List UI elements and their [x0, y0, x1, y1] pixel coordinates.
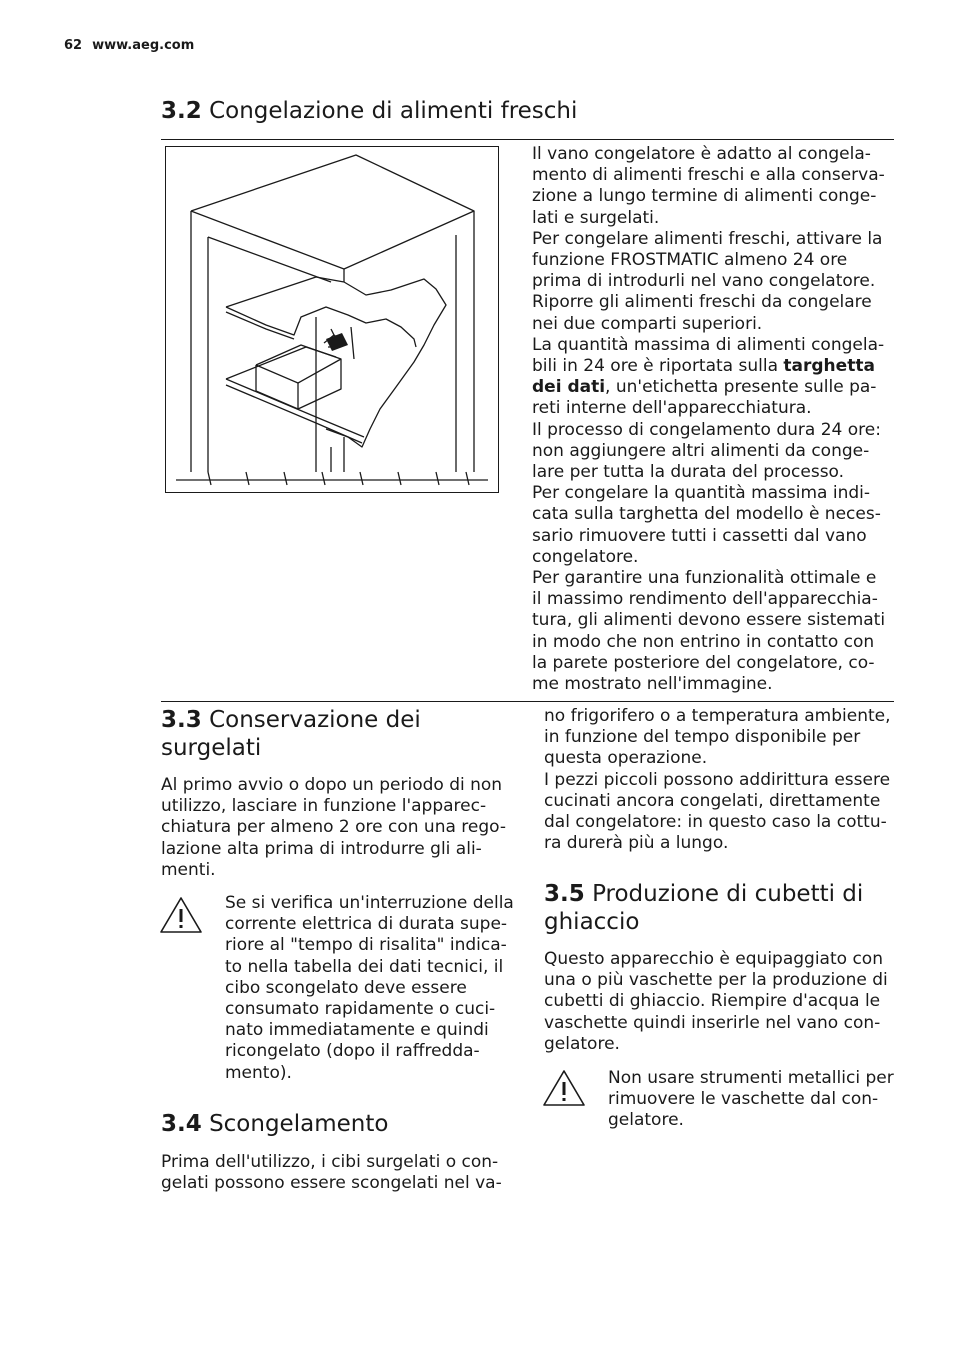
text-line: me mostrato nell'immagine. — [532, 674, 773, 695]
text-line: Riporre gli alimenti freschi da congelare — [532, 292, 872, 313]
page-header — [64, 38, 204, 53]
text-line: prima di introdurli nel vano congelatore. — [532, 271, 876, 292]
text-line: questa operazione. — [544, 748, 708, 769]
text-line: nato immediatamente e quindi — [225, 1020, 489, 1041]
text-fragment: , un'etichetta presente sulle pa- — [605, 377, 877, 398]
section-title: Produzione di cubetti di — [592, 881, 864, 907]
section-number: 3.5 — [544, 881, 585, 907]
section-3-2-body — [532, 144, 894, 695]
section-3-3-warning — [225, 893, 521, 1084]
section-title: Congelazione di alimenti freschi — [209, 98, 578, 124]
section-number: 3.3 — [161, 707, 202, 733]
text-line: congelatore. — [532, 546, 639, 567]
text-line: no frigorifero o a temperatura ambiente, — [544, 706, 891, 726]
section-title: surgelati — [161, 735, 262, 761]
text-line: I pezzi piccoli possono addirittura essere — [544, 769, 891, 790]
text-line: zione a lungo termine di alimenti conge- — [532, 186, 877, 207]
text-line: consumato rapidamente o cuci- — [225, 999, 496, 1020]
text-line: vaschette quindi inserirle nel vano con- — [544, 1012, 881, 1033]
text-line: sario rimuovere tutti i cassetti dal vano — [532, 525, 867, 546]
text-line: Per congelare alimenti freschi, attivare la — [532, 228, 883, 249]
text-line: Al primo avvio o dopo un periodo di non — [161, 775, 503, 795]
section-divider — [161, 139, 894, 140]
freezer-interior-illustration — [166, 147, 498, 492]
text-line: chiatura per almeno 2 ore con una rego- — [161, 817, 507, 838]
text-line: ra durerà più a lungo. — [544, 833, 729, 854]
text-line: una o più vaschette per la produzione di — [544, 970, 888, 991]
section-3-4-body-left — [161, 1152, 521, 1194]
section-3-5-warning — [608, 1068, 898, 1132]
text-line: Questo apparecchio è equipaggiato con — [544, 949, 883, 969]
text-line: mento di alimenti freschi e alla conserva- — [532, 165, 885, 186]
section-3-2-heading — [161, 97, 577, 125]
text-line: reti interne dell'apparecchiatura. — [532, 398, 812, 419]
text-line: Prima dell'utilizzo, i cibi surgelati o con- — [161, 1152, 499, 1172]
text-line: lare per tutta la durata del processo. — [532, 462, 845, 483]
text-line: utilizzo, lasciare in funzione l'apparec- — [161, 796, 487, 817]
text-line: funzione FROSTMATIC almeno 24 ore — [532, 250, 848, 271]
section-3-5-heading — [544, 880, 896, 936]
text-fragment: bili in 24 ore è riportata sulla — [532, 356, 784, 377]
freezer-figure — [165, 146, 499, 493]
page-number: 62 — [64, 38, 83, 53]
section-title: ghiaccio — [544, 909, 640, 935]
text-line: Il processo di congelamento dura 24 ore: — [532, 419, 881, 440]
section-3-5-body — [544, 949, 896, 1055]
text-line: rimuovere le vaschette dal con- — [608, 1089, 879, 1110]
section-title: Scongelamento — [209, 1111, 389, 1137]
text-line: Non usare strumenti metallici per — [608, 1068, 894, 1088]
section-3-4-body-right — [544, 706, 896, 854]
section-divider — [161, 701, 894, 702]
text-line: cucinati ancora congelati, direttamente — [544, 790, 881, 811]
text-line: il massimo rendimento dell'apparecchia- — [532, 589, 878, 610]
section-number: 3.2 — [161, 98, 202, 124]
warning-triangle-icon — [159, 895, 203, 935]
text-line: to nella tabella dei dati tecnici, il — [225, 956, 504, 977]
text-line: La quantità massima di alimenti congela- — [532, 334, 885, 355]
section-3-3-heading — [161, 706, 521, 762]
text-line: menti. — [161, 859, 216, 880]
section-number: 3.4 — [161, 1111, 202, 1137]
text-line: lazione alta prima di introdurre gli ali- — [161, 838, 482, 859]
text-line: cibo scongelato deve essere — [225, 977, 467, 998]
text-line: gelatore. — [544, 1033, 620, 1054]
text-line: non aggiungere altri alimenti da conge- — [532, 440, 870, 461]
text-line — [532, 356, 894, 377]
text-line: lati e surgelati. — [532, 207, 660, 228]
text-line: Il vano congelatore è adatto al congela- — [532, 144, 871, 164]
text-line: Per garantire una funzionalità ottimale e — [532, 568, 877, 589]
text-line: Se si verifica un'interruzione della — [225, 893, 514, 913]
text-line: in modo che non entrino in contatto con — [532, 631, 875, 652]
text-line: mento). — [225, 1062, 292, 1083]
text-line: in funzione del tempo disponibile per — [544, 727, 861, 748]
text-line: cata sulla targhetta del modello è neces- — [532, 504, 881, 525]
text-line: Per congelare la quantità massima indi- — [532, 483, 871, 504]
text-line: ricongelato (dopo il raffredda- — [225, 1041, 480, 1062]
section-3-3-body — [161, 775, 521, 881]
warning-triangle-icon — [542, 1068, 586, 1108]
text-line: nei due comparti superiori. — [532, 313, 763, 334]
bold-term: dei dati — [532, 377, 606, 398]
text-line: riore al "tempo di risalita" indica- — [225, 935, 507, 956]
text-line: tura, gli alimenti devono essere sistemati — [532, 610, 886, 631]
text-line: dal congelatore: in questo caso la cottu- — [544, 812, 887, 833]
text-line — [532, 377, 894, 398]
section-3-4-heading — [161, 1110, 388, 1138]
website-url: www.aeg.com — [92, 38, 195, 53]
text-line: la parete posteriore del congelatore, co- — [532, 652, 875, 673]
section-title: Conservazione dei — [209, 707, 421, 733]
text-line: gelatore. — [608, 1110, 684, 1131]
text-line: gelati possono essere scongelati nel va- — [161, 1173, 502, 1194]
text-line: cubetti di ghiaccio. Riempire d'acqua le — [544, 991, 881, 1012]
text-line: corrente elettrica di durata supe- — [225, 914, 508, 935]
bold-term: targhetta — [783, 356, 875, 377]
